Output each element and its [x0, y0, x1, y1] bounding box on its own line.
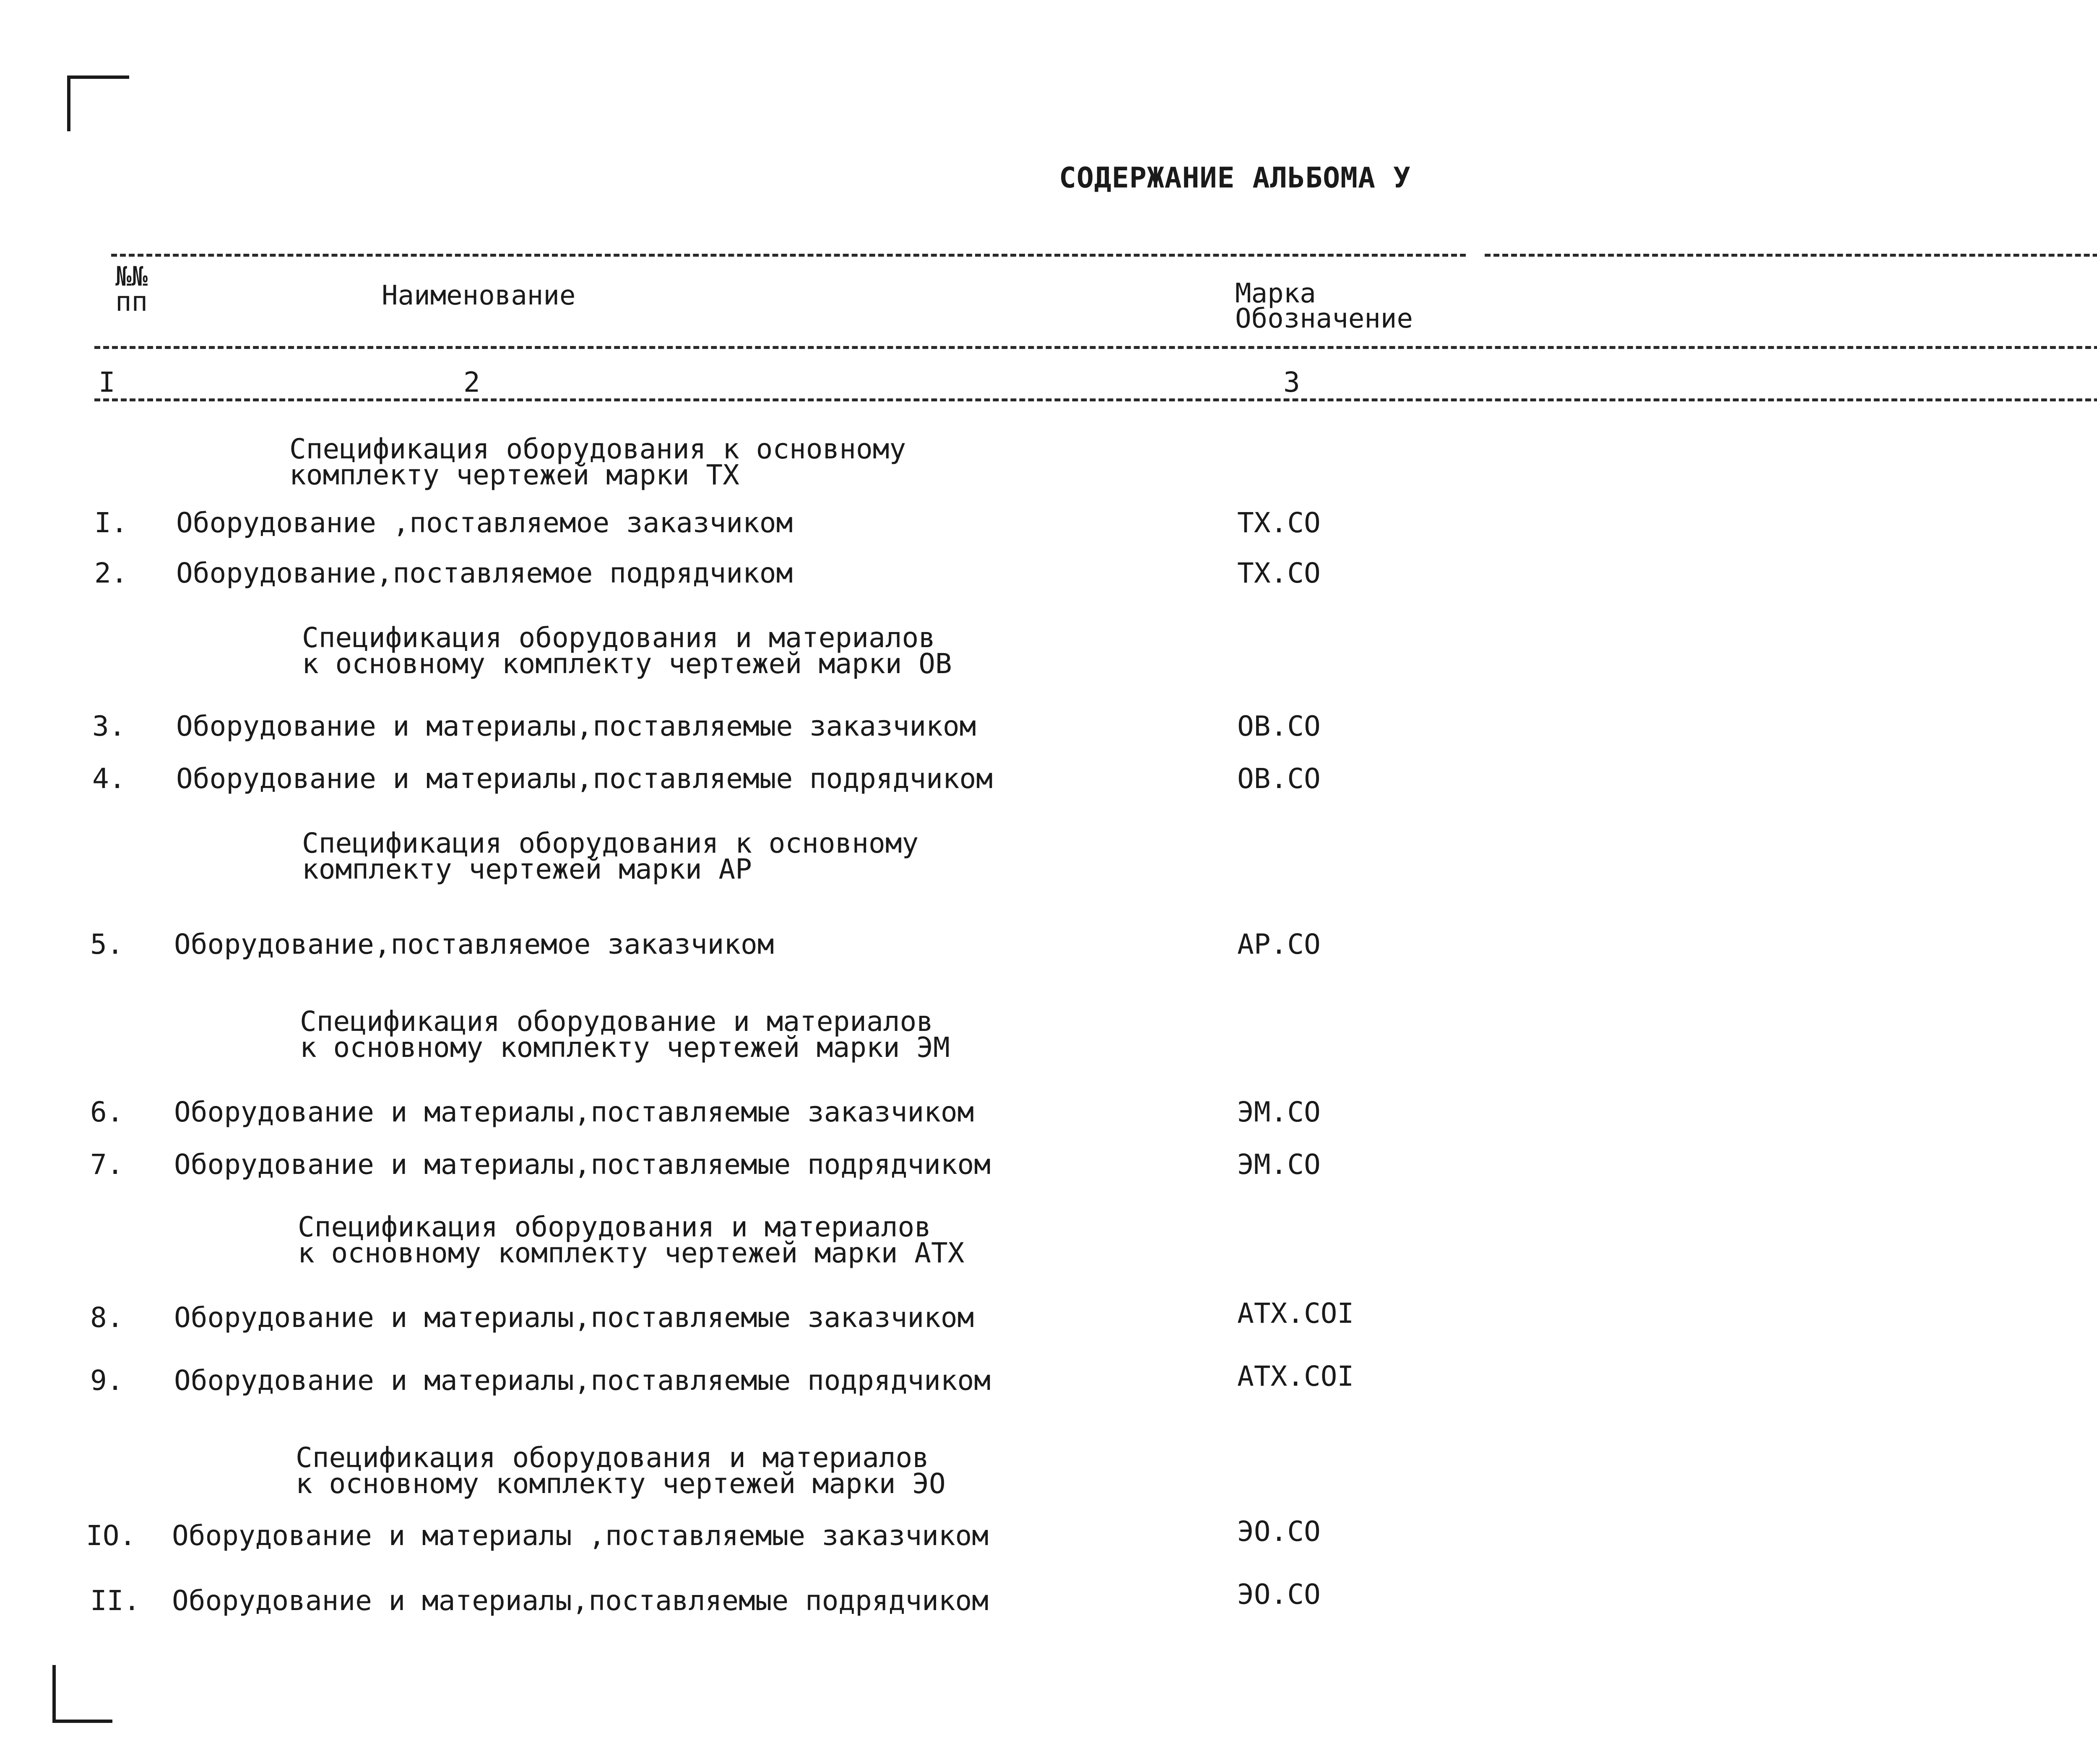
section-heading-line: Спецификация оборудования и материалов: [302, 622, 935, 654]
row-name: Оборудование,поставляемое заказчиком: [174, 928, 774, 960]
section-heading-line: к основному комплекту чертежей марки ЭМ: [300, 1031, 950, 1064]
row-num: IO.: [86, 1519, 136, 1552]
col-header-num: [115, 261, 148, 317]
row-mark: ОВ.СО: [1237, 710, 1321, 742]
header-rule-top-left: [111, 254, 1466, 257]
row-num: 7.: [90, 1148, 124, 1181]
col-number-1: I: [99, 366, 115, 398]
row-mark: ЭО.СО: [1237, 1515, 1321, 1548]
section-heading: [296, 1441, 946, 1500]
row-num: 3.: [92, 710, 126, 742]
col-header-num-line1: №№: [115, 261, 148, 292]
frame-corner-bottom-left: [52, 1665, 112, 1723]
row-name: Оборудование и материалы,поставляемые заказчиком: [174, 1096, 974, 1128]
section-heading-line: к основному комплекту чертежей марки АТХ: [298, 1237, 965, 1269]
section-heading-line: к основному комплекту чертежей марки ОВ: [302, 648, 952, 680]
row-mark: АТХ.СОI: [1237, 1297, 1354, 1330]
row-mark: ЭМ.СО: [1237, 1148, 1321, 1181]
row-mark: ТХ.СО: [1237, 557, 1321, 589]
row-name: Оборудование и материалы,поставляемые заказчиком: [174, 1301, 974, 1334]
row-name: Оборудование и материалы,поставляемые заказчиком: [176, 710, 976, 742]
section-heading-line: комплекту чертежей марки ТХ: [289, 459, 739, 491]
section-heading-line: Спецификация оборудования и материалов: [296, 1441, 929, 1474]
section-heading-line: Спецификация оборудования и материалов: [298, 1211, 931, 1243]
section-heading-line: к основному комплекту чертежей марки ЭО: [296, 1467, 946, 1500]
row-num: II.: [90, 1584, 140, 1617]
page-title: СОДЕРЖАНИЕ АЛЬБОМА У: [1059, 161, 1411, 195]
section-heading-line: комплекту чертежей марки АР: [302, 853, 752, 885]
row-name: Оборудование и материалы,поставляемые подрядчиком: [174, 1148, 991, 1181]
col-header-name: Наименование: [382, 280, 576, 311]
row-num: 2.: [94, 557, 128, 589]
row-name: Оборудование и материалы ,поставляемые заказчиком: [172, 1519, 989, 1552]
section-heading-line: Спецификация оборудования к основному: [289, 433, 906, 465]
col-number-3: 3: [1283, 366, 1300, 398]
col-number-2: 2: [463, 366, 480, 398]
row-mark: АТХ.СОI: [1237, 1360, 1354, 1392]
row-num: 5.: [90, 928, 124, 960]
frame-corner-top-left: [67, 75, 129, 131]
section-heading: [302, 827, 919, 885]
row-name: Оборудование и материалы,поставляемые подрядчиком: [176, 762, 993, 795]
row-name: Оборудование и материалы,поставляемые подрядчиком: [174, 1364, 991, 1397]
col-header-mark: [1235, 278, 1413, 334]
row-mark: АР.СО: [1237, 928, 1321, 960]
row-num: 6.: [90, 1096, 124, 1128]
header-rule-top-right: [1485, 254, 2097, 257]
section-heading: [302, 622, 952, 680]
row-num: 8.: [90, 1301, 124, 1334]
row-mark: ЭМ.СО: [1237, 1096, 1321, 1128]
header-rule-middle: [94, 346, 2097, 349]
row-num: I.: [94, 507, 128, 539]
section-heading: [300, 1005, 950, 1064]
section-heading-line: Спецификация оборудования к основному: [302, 827, 919, 859]
col-header-num-line2: пп: [115, 286, 148, 317]
row-mark: ОВ.СО: [1237, 762, 1321, 795]
header-rule-bottom: [94, 398, 2097, 401]
row-mark: ЭО.СО: [1237, 1578, 1321, 1610]
section-heading: [298, 1211, 965, 1269]
col-header-mark-line1: Марка: [1235, 278, 1316, 309]
section-heading-line: Спецификация оборудование и материалов: [300, 1005, 933, 1038]
section-heading: [289, 433, 906, 491]
col-header-mark-line2: Обозначение: [1235, 303, 1413, 334]
row-name: Оборудование и материалы,поставляемые подрядчиком: [172, 1584, 989, 1617]
row-name: Оборудование ,поставляемое заказчиком: [176, 507, 793, 539]
row-name: Оборудование,поставляемое подрядчиком: [176, 557, 793, 589]
row-mark: ТХ.СО: [1237, 507, 1321, 539]
row-num: 4.: [92, 762, 126, 795]
row-num: 9.: [90, 1364, 124, 1397]
